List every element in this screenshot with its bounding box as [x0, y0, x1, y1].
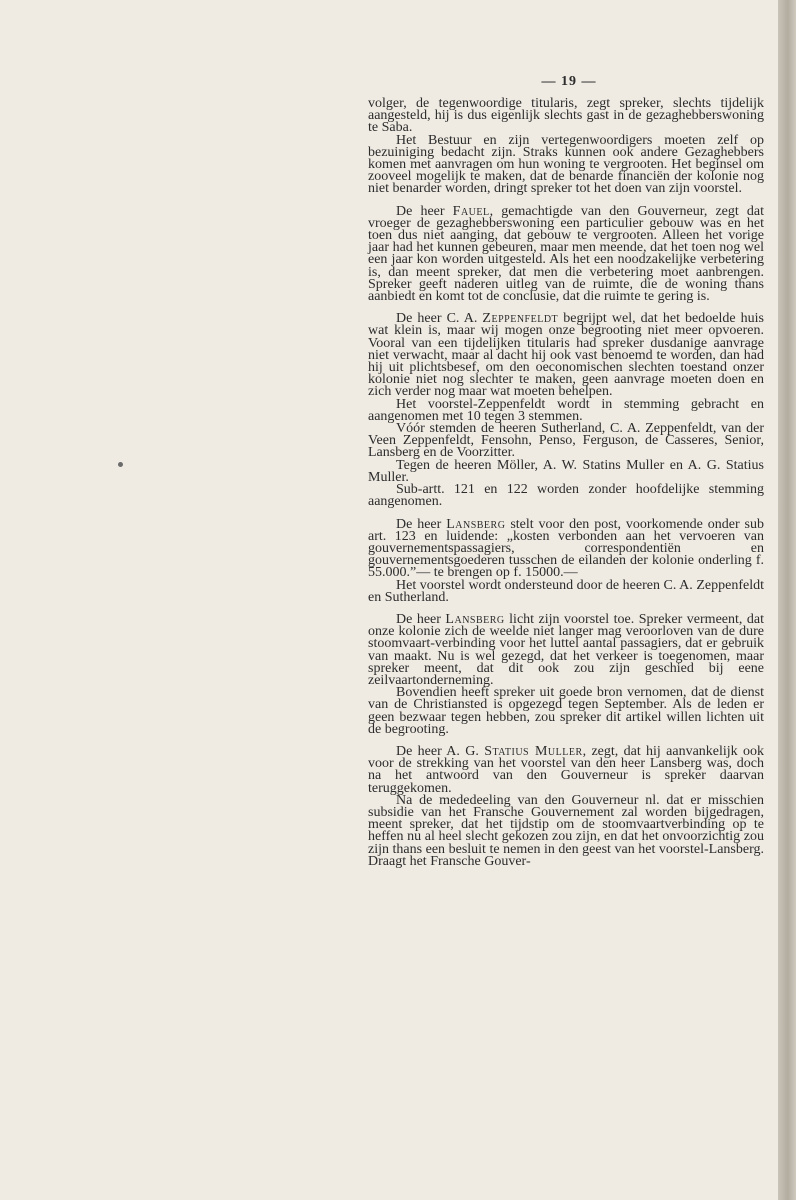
book-binding-edge — [778, 0, 796, 1200]
paragraph: De heer Lansberg licht zijn voorstel toe. Spreker vermeent, dat onze kolonie zich de weelde niet langer mag veroorloven van de dure stoomvaart-verbinding voor het luttel aantal passagiers, dat er gebruik van maakt. Nu is wel gezegd, dat het verkeer is toegenomen, maar spreker meent, dat dit ook zou zijn geschied bij eene zeilvaartonderneming. — [368, 611, 764, 688]
paragraph: De heer C. A. Zeppenfeldt begrijpt wel, dat het bedoelde huis wat klein is, maar wij mogen onze begrooting niet meer opvoeren. Vooral van een tijdelijken titularis had spreker dusdanige aanvrage niet verwacht, maar al dacht hij ook vast benoemd te worden, dan had hij uit plichtsbesef, om den oeconomischen slechten toestand onzer kolonie niet nog slechter te maken, geen aanvrage moeten doen en zich verder nog maar wat moeten behelpen. — [368, 311, 764, 400]
paragraph: Vóór stemden de heeren Sutherland, C. A. Zeppenfeldt, van der Veen Zeppenfeldt, Fensohn, Penso, Ferguson, de Casseres, Senior, Lansberg en de Voorzitter. — [368, 421, 764, 461]
paragraph: Sub-artt. 121 en 122 worden zonder hoofdelijke stemming aangenomen. — [368, 482, 764, 510]
paragraph: De heer A. G. Statius Muller, zegt, dat hij aanvankelijk ook voor de strekking van het voorstel van den heer Lansberg was, doch na het antwoord van den Gouverneur is spreker daarvan teruggekomen. — [368, 743, 764, 796]
paragraph: Tegen de heeren Möller, A. W. Statins Muller en A. G. Statius Muller. — [368, 457, 764, 485]
speaker-name: Fauel — [452, 203, 490, 219]
paragraph: De heer Fauel, gemachtigde van den Gouverneur, zegt dat vroeger de gezaghebberswoning een particulier gebouw was en het toen dus niet aanging, dat gebouw te vergrooten. Alleen het vorige jaar had het kunnen gebeuren, maar men meende, dat het toen nog wel een jaar kon worden uitgesteld. Als het een noodzakelijke verbetering is, dan meent spreker, dat men die verbetering moet aanbrengen. Spreker geeft naderen uitleg van de ruimte, die de woning thans aanbiedt en komt tot de conclusie, dat die ruimte te gering is. — [368, 203, 764, 305]
paragraph: volger, de tegenwoordige titularis, zegt spreker, slechts tijdelijk aangesteld, hij is dus eigenlijk slechts gast in de gezaghebberswoning te Saba. — [368, 96, 764, 136]
paragraph: Na de mededeeling van den Gouverneur nl. dat er misschien subsidie van het Fransche Gouvernement zal worden bijgedragen, meent spreker, dat het tijdstip om de stoomvaartverbinding op te heffen nu al heel slecht gekozen zou zijn, en dat het onvoorzichtig zou zijn thans een besluit te nemen in den geest van het voorstel-Lansberg. Draagt het Fransche Gouver- — [368, 792, 764, 869]
margin-dot — [118, 462, 123, 467]
paragraph: De heer Lansberg stelt voor den post, voorkomende onder sub art. 123 en luidende: „kosten verbonden aan het vervoeren van gouvernementspassagiers, correspondentiën en gouvernementsgoederen tusschen de eilanden der kolonie onderling f. 55.000.”— te brengen op f. 15000.— — [368, 516, 764, 581]
speaker-name: Lansberg — [445, 611, 505, 627]
speaker-name: Statius Muller — [484, 743, 583, 759]
paragraph: Het voorstel wordt ondersteund door de heeren C. A. Zeppenfeldt en Sutherland. — [368, 577, 764, 605]
paragraph: Het Bestuur en zijn vertegenwoordigers moeten zelf op bezuiniging bedacht zijn. Straks kunnen ook andere Gezaghebbers komen met aanvragen om hun woning te vergrooten. Het beginsel om zooveel mogelijk te maken, dat de benarde financiën der kolonie nog niet benarder worden, dringt spreker tot het doen van zijn voorstel. — [368, 132, 764, 197]
page-number: — 19 — — [541, 74, 597, 89]
speaker-name: Lansberg — [446, 516, 506, 532]
paragraph: Bovendien heeft spreker uit goede bron vernomen, dat de dienst van de Christiansted is opgezegd tegen September. Als de leden er geen bezwaar tegen hebben, zou spreker dit artikel willen lichten uit de begrooting. — [368, 685, 764, 737]
speaker-name: Zeppenfeldt — [482, 311, 559, 327]
body-text — [368, 98, 764, 868]
paragraph: Het voorstel-Zeppenfeldt wordt in stemming gebracht en aangenomen met 10 tegen 3 stemmen. — [368, 396, 764, 424]
